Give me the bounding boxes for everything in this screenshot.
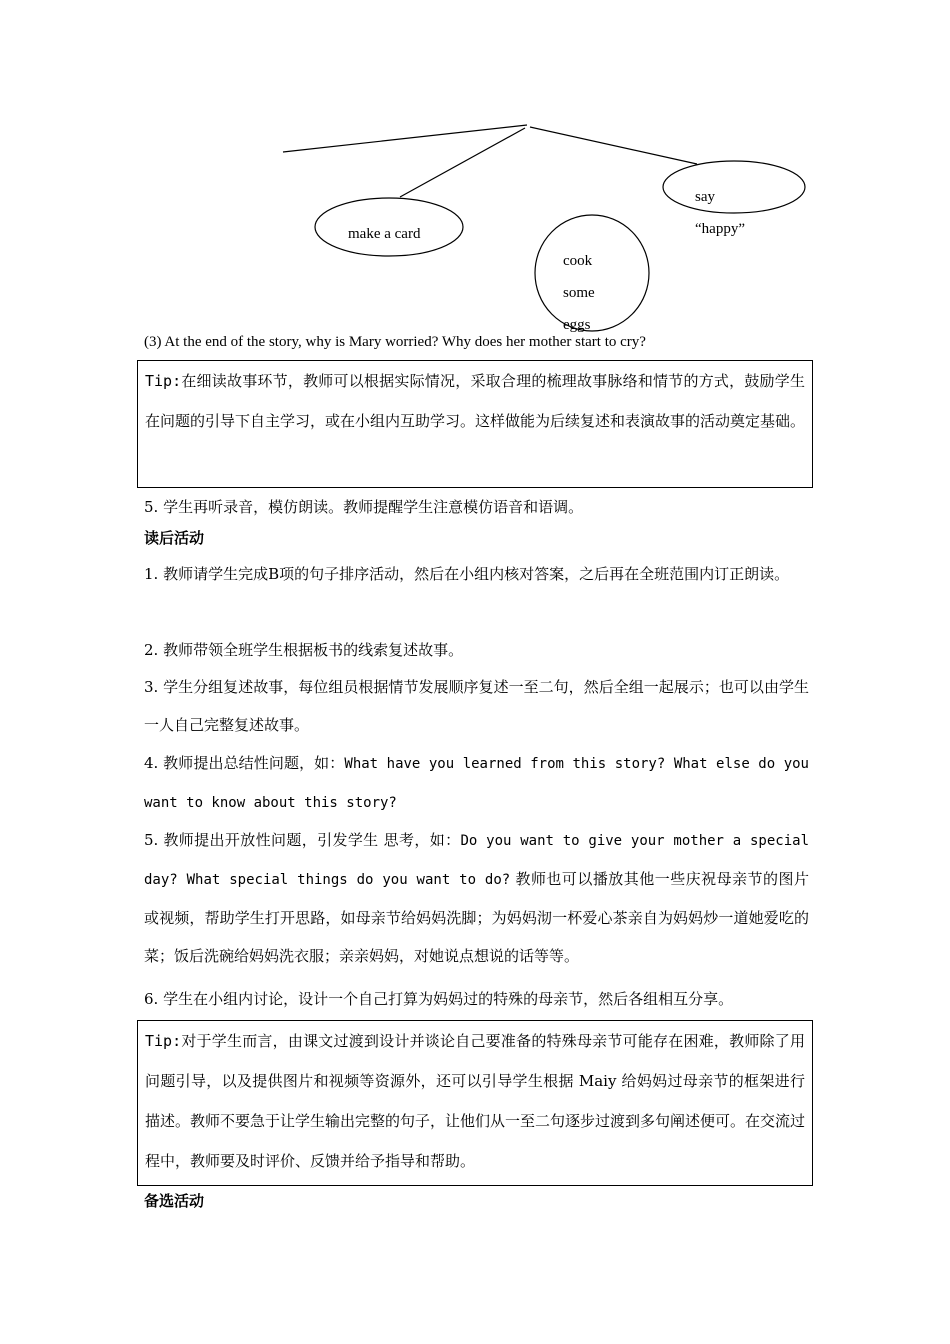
mind-map-diagram xyxy=(0,0,950,340)
post-item-4 xyxy=(144,744,809,822)
post-item-2: 2. 教师带领全班学生根据板书的线索复述故事。 xyxy=(144,641,464,659)
post-item-5-prefix: 5. 教师提出开放性问题，引发学生 思考，如： xyxy=(144,831,461,849)
node-say-label-2: “happy” xyxy=(695,221,745,237)
post-item-1: 1. 教师请学生完成B项的句子排序活动，然后在小组内核对答案，之后再在全班范围内订正朗读。 xyxy=(144,565,790,583)
post-reading-heading: 读后活动 xyxy=(144,529,205,547)
node-cook-label-3: eggs xyxy=(563,317,591,333)
branch-line-say xyxy=(530,127,697,164)
tip-box-1 xyxy=(137,360,813,488)
tip-text: 在细读故事环节，教师可以根据实际情况，采取合理的梳理故事脉络和情节的方式，鼓励学生在问题的引导下自主学习，或在小组内互助学习。这样做能为后续复述和表演故事的活动奠定基础。 xyxy=(145,372,806,430)
tip-box-2 xyxy=(137,1020,813,1186)
branch-line-left xyxy=(283,125,527,152)
question-3: (3) At the end of the story, why is Mary worried? Why does her mother start to cry? xyxy=(144,334,646,350)
tip-label: Tip: xyxy=(145,1032,182,1050)
tip-label: Tip: xyxy=(145,372,182,390)
branch-line-card xyxy=(400,128,525,197)
post-item-4-english: What have you learned from this story? What else do you want to know about this story? xyxy=(144,756,809,811)
tip-text: 对于学生而言，由课文过渡到设计并谈论自己要准备的特殊母亲节可能存在困难，教师除了用问题引导，以及提供图片和视频等资源外，还可以引导学生根据 Maiy 给妈妈过母亲节的框架进行描述。教师不要急于让学生输出完整的句子，让他们从一至二句逐步过渡到多句阐述便可。在交流过程中，教师要及时评价、反馈并给予指导和帮助。 xyxy=(145,1032,806,1170)
post-item-6: 6. 学生在小组内讨论，设计一个自己打算为妈妈过的特殊的母亲节，然后各组相互分享。 xyxy=(144,990,734,1008)
optional-activities-heading: 备选活动 xyxy=(144,1192,205,1210)
step-5: 5. 学生再听录音，模仿朗读。教师提醒学生注意模仿语音和语调。 xyxy=(144,498,584,516)
node-say-label-1: say xyxy=(695,189,715,205)
node-cook-label-2: some xyxy=(563,285,595,301)
post-item-5-rest: 教师也可以播放其他一些庆祝母亲节的图片或视频，帮助学生打开思路，如母亲节给妈妈洗脚；为妈妈沏一杯爱心茶亲自为妈妈炒一道她爱吃的菜；饭后洗碗给妈妈洗衣服；亲亲妈妈，对她说点想说的话等等。 xyxy=(144,870,809,965)
node-make-card-label: make a card xyxy=(348,226,421,242)
node-cook-label-1: cook xyxy=(563,253,593,269)
post-item-5-english: Do you want to give your mother a special day? What special things do you want to do? xyxy=(144,833,809,888)
post-item-3: 3. 学生分组复述故事，每位组员根据情节发展顺序复述一至二句，然后全组一起展示；也可以由学生一人自己完整复述故事。 xyxy=(144,678,809,734)
post-item-4-prefix: 4. 教师提出总结性问题，如： xyxy=(144,754,345,772)
post-item-5 xyxy=(144,821,809,975)
node-say-ellipse xyxy=(663,161,805,213)
